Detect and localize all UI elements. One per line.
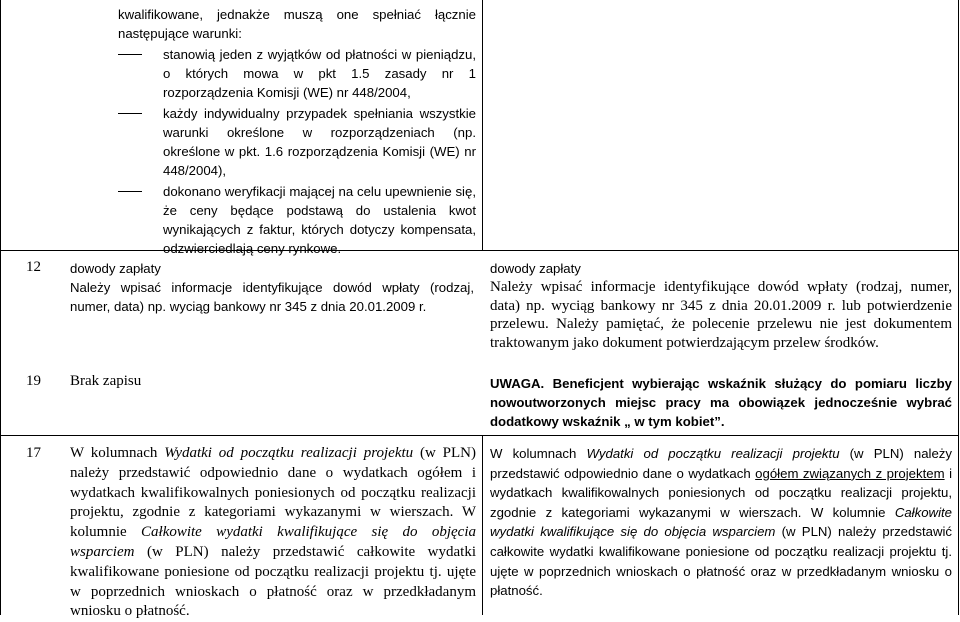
table-border-left	[0, 0, 1, 615]
underlined-text: ogółem związanych z projektem	[755, 465, 945, 481]
warning-label: UWAGA.	[490, 376, 545, 391]
row12-left-title: dowody zapłaty	[70, 261, 161, 276]
condition-item	[118, 104, 476, 180]
table-border-right	[958, 0, 959, 615]
text-run: (w PLN) należy przedstawić odpowiednio dane o wydatkach ogółem i wydatkach kwalifikowalnych poniesionych od początku realizacji projektu, zgodnie z kategoriami wykazanymi w wierszach. W kolumnie	[70, 445, 476, 541]
row12-left-text: Należy wpisać informacje identyfikujące dowód wpłaty (rodzaj, numer, data) np. wyciąg bankowy nr 345 z dnia 20.01.2009 r.	[70, 280, 474, 314]
text-run: (w PLN) należy przedstawić odpowiednio dane o wydatkach	[490, 446, 952, 481]
row12-left-cell	[70, 259, 474, 316]
column-name: Całkowite wydatki kwalifikujące się do objęcia wsparciem	[490, 504, 952, 540]
row12-right-text: Należy wpisać informacje identyfikujące dowód wpłaty (rodzaj, numer, data) np. wyciąg bankowy nr 345 z dnia 20.01.2009 r. lub potwierdzenie przelewu. Należy pamiętać, że polecenie przelewu nie jest dokumentem traktowanym jako dokument potwierdzającym przelew środków.	[490, 279, 952, 351]
row-number: 19	[26, 373, 41, 389]
row-number: 17	[26, 445, 41, 461]
row12-right-title: dowody zapłaty	[490, 261, 581, 276]
column-divider	[482, 435, 483, 615]
condition-text: dokonano weryfikacji mającej na celu upewnienie się, że ceny będące podstawą do ustalenia kwot wynikających z faktur, których dotyczy kompensata, odzwierciedlają ceny rynkowe.	[163, 184, 476, 256]
column-name: Wydatki od początku realizacji projektu	[586, 446, 840, 461]
row12-right-cell	[490, 259, 952, 352]
condition-item	[118, 182, 476, 258]
row-divider	[0, 435, 959, 436]
column-divider	[482, 0, 483, 250]
column-name: Wydatki od początku realizacji projektu	[164, 445, 414, 461]
text-run: i wydatkach kwalifikowalnych poniesionych od początku realizacji projektu, zgodnie z kategoriami wykazanymi w wierszach. W kolumnie	[490, 465, 953, 520]
row19-left-text: Brak zapisu	[70, 373, 142, 389]
top-block	[118, 5, 476, 258]
top-intro: kwalifikowane, jednakże muszą one spełniać łącznie następujące warunki:	[118, 7, 476, 41]
row19-right-cell	[490, 374, 952, 431]
column-name: Całkowite wydatki kwalifikujące się do objęcia wsparciem	[70, 524, 476, 560]
condition-text: stanowią jeden z wyjątków od płatności w pieniądzu, o których mowa w pkt 1.5 zasady nr 1 rozporządzenia Komisji (WE) nr 448/2004,	[163, 47, 476, 100]
row-number: 12	[26, 259, 41, 275]
text-run: W kolumnach	[70, 445, 165, 461]
row17-right-cell	[490, 444, 952, 601]
text-run: W kolumnach	[490, 446, 587, 461]
row17-left-cell	[70, 444, 476, 622]
text-run: (w PLN) należy przedstawić całkowite wydatki kwalifikowane poniesione od początku realizacji projektu tj. ujęte w poprzednich wnioskach o płatność oraz w przedkładanym wniosku o płatność.	[490, 524, 952, 599]
condition-item	[118, 45, 476, 102]
condition-text: każdy indywidualny przypadek spełniania wszystkie warunki określone w rozporządzeniach (np. określone w pkt. 1.6 rozporządzenia Komisji (WE) nr 448/2004),	[163, 106, 476, 178]
row19-right-text: Beneficjent wybierając wskaźnik służący do pomiaru liczby nowoutworzonych miejsc pracy ma obowiązek jednocześnie wybrać dodatkowy wskaźnik „ w tym kobiet”.	[490, 376, 952, 429]
text-run: (w PLN) należy przedstawić całkowite wydatki kwalifikowane poniesione od początku realizacji projektu tj. ujęte w poprzednich wnioskach o płatność oraz w przedkładanym wniosku o płatność.	[70, 543, 476, 620]
